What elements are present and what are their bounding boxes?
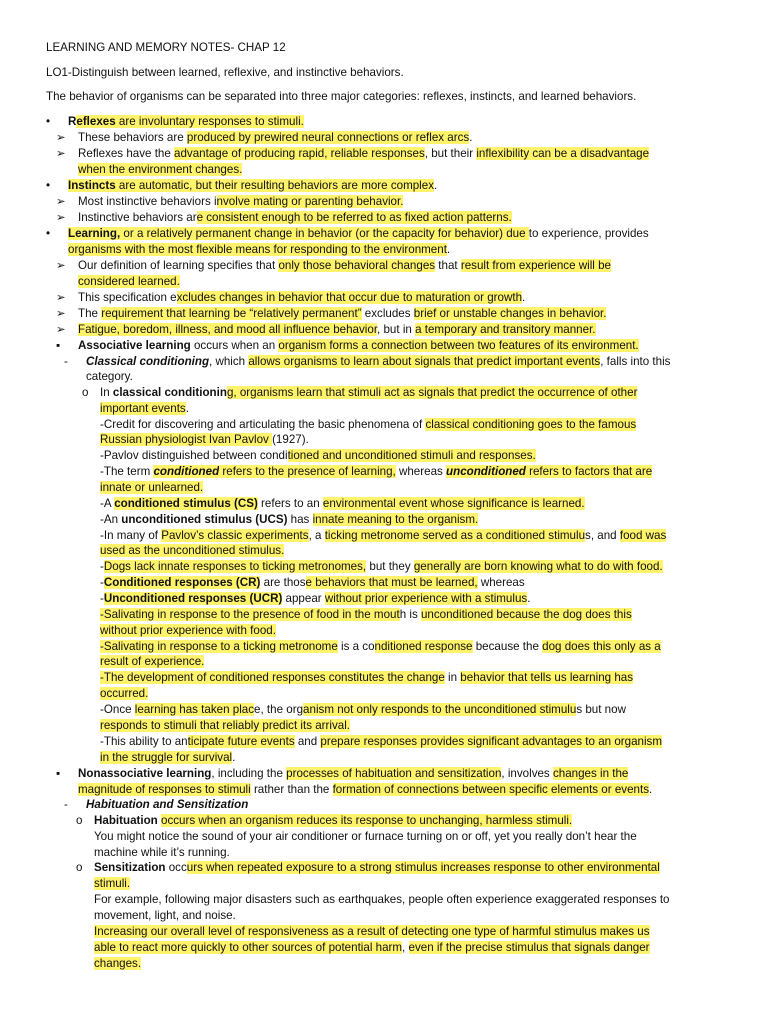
text-line [68,242,450,257]
text-segment: appear [282,592,325,605]
text-line [100,432,309,447]
text-segment: Habituation and Sensitization [86,798,249,811]
text-line [100,718,350,733]
highlighted-text: Unconditioned responses (UCR) [103,592,283,605]
text-line [100,559,663,574]
text-line [78,274,180,289]
highlighted-text: requirement that learning be “relatively permanent” [101,307,362,320]
text-line [100,512,478,527]
text-segment: -The term [100,465,154,478]
text-segment: -This ability to an [100,735,188,748]
text-segment: , which [209,355,249,368]
text-line [100,670,633,685]
highlighted-text: formation of connections between specific elements or events [332,783,650,796]
list-marker: ▪ [56,339,61,352]
text-line [100,480,203,495]
text-segment: . [185,402,189,415]
text-line [100,464,652,479]
list-marker: ➢ [56,259,66,272]
text-line [94,813,572,828]
list-marker: • [46,179,51,192]
text-line [100,654,204,669]
text-line [78,258,611,273]
highlighted-text: ticking metronome served as a conditioned stimulu [324,529,586,542]
text-segment: that [435,259,461,272]
highlighted-text: responds to stimuli that reliably predict its arrival. [100,719,351,732]
highlighted-text: dog does this only as a [542,640,661,653]
text-segment: In [100,386,113,399]
highlighted-text: in the struggle for survival [100,751,233,764]
highlighted-text: or a relatively permanent change in behavior (or the capacity for behavior) due [120,227,529,240]
text-line [100,496,585,511]
highlighted-text: brief or unstable changes in behavior. [413,307,607,320]
text-segment: - [100,592,104,605]
text-line [78,782,652,797]
text-segment: e, the org [254,703,304,716]
highlighted-text: inflexibility can be a disadvantage [476,147,650,160]
text-segment: , a [308,529,325,542]
text-segment: Most instinctive behaviors i [78,195,217,208]
text-segment: Habituation [94,814,158,827]
highlighted-text: produced by prewired neural connections or reflex arcs [186,131,470,144]
highlighted-text: classical conditioning goes to the famous [425,418,637,431]
highlighted-text: Instincts [68,179,116,192]
highlighted-text: unconditioned [446,465,526,478]
list-marker: • [46,227,51,240]
text-line [86,369,133,384]
text-line [100,528,666,543]
text-line [78,322,596,337]
highlighted-text: e consistent enough to be referred to as fixed action patterns. [196,211,512,224]
text-line [78,766,628,781]
highlighted-text: -The development of co [100,671,222,684]
highlighted-text: processes of habituation and sensitization [286,767,502,780]
text-segment: . [469,131,473,144]
highlighted-text: refers to factors that are [525,465,653,478]
text-segment: -A [100,497,115,510]
list-marker: o [76,814,83,827]
text-line [78,290,525,305]
text-line [68,178,437,193]
text-line [100,750,235,765]
text-segment: movement, light, and noise. [94,909,236,922]
text-line [94,908,236,923]
text-segment: classical conditionin [112,386,227,399]
text-line [100,575,525,590]
text-segment: The [78,307,102,320]
text-segment: R [68,115,77,128]
text-segment: LEARNING AND MEMORY NOTES- CHAP 12 [46,41,286,54]
text-line [94,845,230,860]
text-segment: -In many of [100,529,162,542]
text-segment: Our definition of learning specifies that [78,259,279,272]
highlighted-text: Conditioned responses (CR) [103,576,261,589]
highlighted-text: result from experience will be [460,259,611,272]
text-line [94,829,637,844]
list-marker: • [46,115,51,128]
text-segment: machine while it’s running. [94,846,230,859]
text-segment: category. [86,370,133,383]
text-segment: occurs when an [190,339,279,352]
text-segment: s, and [585,529,620,542]
highlighted-text: eflexes [76,115,116,128]
text-segment: , including the [211,767,287,780]
text-line [46,40,286,55]
text-line [86,797,248,812]
text-segment: . [527,592,531,605]
highlighted-text: are automatic, but their resulting behaviors are more complex [115,179,435,192]
text-segment: -Pavlov distinguished between condi [100,449,288,462]
text-line [78,338,639,353]
highlighted-text: even if the precise stimulus that signals danger [408,941,650,954]
highlighted-text: refers to the presence of learning, [219,465,396,478]
highlighted-text: Pavlov’s classic experiments [161,529,309,542]
text-segment: to experience, provides [528,227,649,240]
highlighted-text: Learning, [68,227,121,240]
text-line [94,876,130,891]
highlighted-text: innate or unlearned. [100,481,204,494]
list-marker: ➢ [56,291,66,304]
text-line [100,607,632,622]
highlighted-text: generally are born knowing what to do with food. [413,560,663,573]
text-segment: For example, following major disasters such as earthquakes, people often experience exaggerated responses to [94,893,670,906]
text-line [78,130,472,145]
highlighted-text: only those behavioral changes [278,259,436,272]
highlighted-text: occurred. [100,687,149,700]
highlighted-text: conditioned [153,465,220,478]
highlighted-text: changes in the [552,767,629,780]
highlighted-text: Russian physiologist Ivan Pavlov [100,433,273,446]
highlighted-text: Fatigue, boredom, illness, and mood all influence behavior [78,323,378,336]
text-line [100,591,530,606]
text-segment: - [100,560,104,573]
highlighted-text: nvolve mating or parenting behavior. [216,195,404,208]
text-line [46,65,404,80]
text-line [78,146,649,161]
text-line [78,210,512,225]
text-segment: Sensitization [94,861,166,874]
highlighted-text: important events [100,402,186,415]
highlighted-text: behavior that tells us learning has [460,671,634,684]
text-line [94,860,660,875]
highlighted-text: occurs when an organism reduces its response to unchanging, harmless stimuli. [161,814,573,827]
text-segment: . [649,783,653,796]
text-segment: Reflexes have the [78,147,175,160]
text-segment: and [294,735,321,748]
highlighted-text: advantage of producing rapid, reliable responses [174,147,425,160]
highlighted-text: tioned and unconditioned stimuli and responses. [287,449,536,462]
highlighted-text: able to react more quickly to other sources of potential harm [94,941,403,954]
text-segment: unconditioned stimulus (UCS) [121,513,288,526]
text-line [78,194,403,209]
text-segment: rather than the [250,783,333,796]
text-segment: excludes [361,307,414,320]
text-segment: , involves [501,767,553,780]
highlighted-text: stimuli. [94,877,131,890]
highlighted-text: prepare responses provides significant advantages to an organism [320,735,662,748]
text-line [86,354,670,369]
list-marker: ➢ [56,195,66,208]
highlighted-text: result of experience. [100,655,205,668]
text-line [46,89,636,104]
highlighted-text: considered learned. [78,275,180,288]
text-line [100,734,662,749]
list-marker: ➢ [56,323,66,336]
text-segment: -Once [100,703,135,716]
highlighted-text: anism not only responds to the unconditioned stimulu [303,703,577,716]
text-segment: Classical conditioning [86,355,210,368]
list-marker: ➢ [56,131,66,144]
highlighted-text: learning has taken plac [134,703,255,716]
text-segment: , but in [377,323,416,336]
text-line [100,623,276,638]
text-segment: because the [472,640,543,653]
highlighted-text: Dogs lack innate responses to ticking metronomes, [103,560,367,573]
text-line [100,448,536,463]
list-marker: ➢ [56,307,66,320]
text-segment: You might notice the sound of your air conditioner or furnace turning on or off, yet you really don’t hear the [94,830,637,843]
highlighted-text: nditioned responses constitutes the change [221,671,445,684]
text-segment: in [444,671,461,684]
list-marker: ▪ [56,767,61,780]
list-marker: ➢ [56,211,66,224]
text-segment: Nonassociative learning [78,767,212,780]
text-line [100,686,148,701]
highlighted-text: changes. [94,957,142,970]
highlighted-text: urs when repeated exposure to a strong stimulus increases response to other environmental [186,861,660,874]
list-marker: o [82,386,89,399]
highlighted-text: e behaviors that must be learned, [305,576,478,589]
highlighted-text: unconditioned because the dog does this [420,608,632,621]
text-segment: but they [366,560,414,573]
text-segment: This specification e [78,291,177,304]
highlighted-text: nditioned response [374,640,473,653]
highlighted-text: without prior experience with food. [100,624,276,637]
text-segment: The behavior of organisms can be separated into three major categories: reflexes, instincts, and learned behaviors. [46,90,637,103]
text-line [100,639,661,654]
text-line [100,417,636,432]
list-marker: - [64,355,68,368]
highlighted-text: environmental event whose significance is learned. [322,497,585,510]
text-segment: has [287,513,313,526]
highlighted-text: innate meaning to the organism. [312,513,479,526]
text-line [78,162,242,177]
text-segment: . [232,751,236,764]
highlighted-text: conditioned stimulus (CS) [114,497,258,510]
text-line [68,226,649,241]
text-segment: refers to an [257,497,323,510]
text-line [78,306,606,321]
highlighted-text: Increasing our overall level of responsiveness as a result of detecting one type of harmful stimulus makes us [94,925,650,938]
highlighted-text: organism forms a connection between two features of its environment. [278,339,639,352]
highlighted-text: without prior experience with a stimulus [324,592,528,605]
text-segment: (1927). [272,433,309,446]
highlighted-text: are involuntary responses to stimuli. [115,115,304,128]
text-segment: , but their [424,147,477,160]
text-line [68,114,304,129]
highlighted-text: allows organisms to learn about signals that predict important events [248,355,601,368]
text-line [94,956,141,971]
text-segment: whereas [395,465,447,478]
highlighted-text: -Salivating in response to the presence of food in the mout [100,608,400,621]
text-segment: s but now [576,703,626,716]
highlighted-text: xcludes changes in behavior that occur due to maturation or growth [176,291,523,304]
text-segment: , falls into this [600,355,671,368]
text-line [100,385,637,400]
text-segment: These behaviors are [78,131,187,144]
highlighted-text: -Salivating in response to a ticking metronome [100,640,338,653]
text-segment: . [434,179,438,192]
text-segment: , [402,941,409,954]
highlighted-text: organisms with the most flexible means for responding to the environment [68,243,447,256]
text-segment: -An [100,513,122,526]
highlighted-text: used as the unconditioned stimulus. [100,544,285,557]
text-line [100,543,284,558]
text-segment: h is [399,608,421,621]
text-segment: occ [165,861,187,874]
text-segment: -Credit for discovering and articulating the basic phenomena of [100,418,426,431]
highlighted-text: a temporary and transitory manner. [415,323,596,336]
text-segment: LO1-Distinguish between learned, reflexive, and instinctive behaviors. [46,66,404,79]
text-segment: Instinctive behaviors ar [78,211,197,224]
text-segment: Associative learning [78,339,191,352]
text-segment: is a co [337,640,375,653]
text-segment: whereas [477,576,525,589]
text-segment: . [522,291,526,304]
highlighted-text: when the environment changes. [78,163,243,176]
text-line [94,940,650,955]
list-marker: o [76,861,83,874]
text-line [94,924,650,939]
text-segment: . [446,243,451,256]
text-line [100,702,626,717]
highlighted-text: food was [619,529,667,542]
list-marker: - [64,798,68,811]
list-marker: ➢ [56,147,66,160]
text-segment: - [100,576,104,589]
highlighted-text: magnitude of responses to stimuli [78,783,251,796]
highlighted-text: g, organisms learn that stimuli act as signals that predict the occurrence of other [226,386,638,399]
text-line [100,401,189,416]
text-line [94,892,670,907]
highlighted-text: ticipate future events [187,735,295,748]
text-segment: are thos [260,576,306,589]
